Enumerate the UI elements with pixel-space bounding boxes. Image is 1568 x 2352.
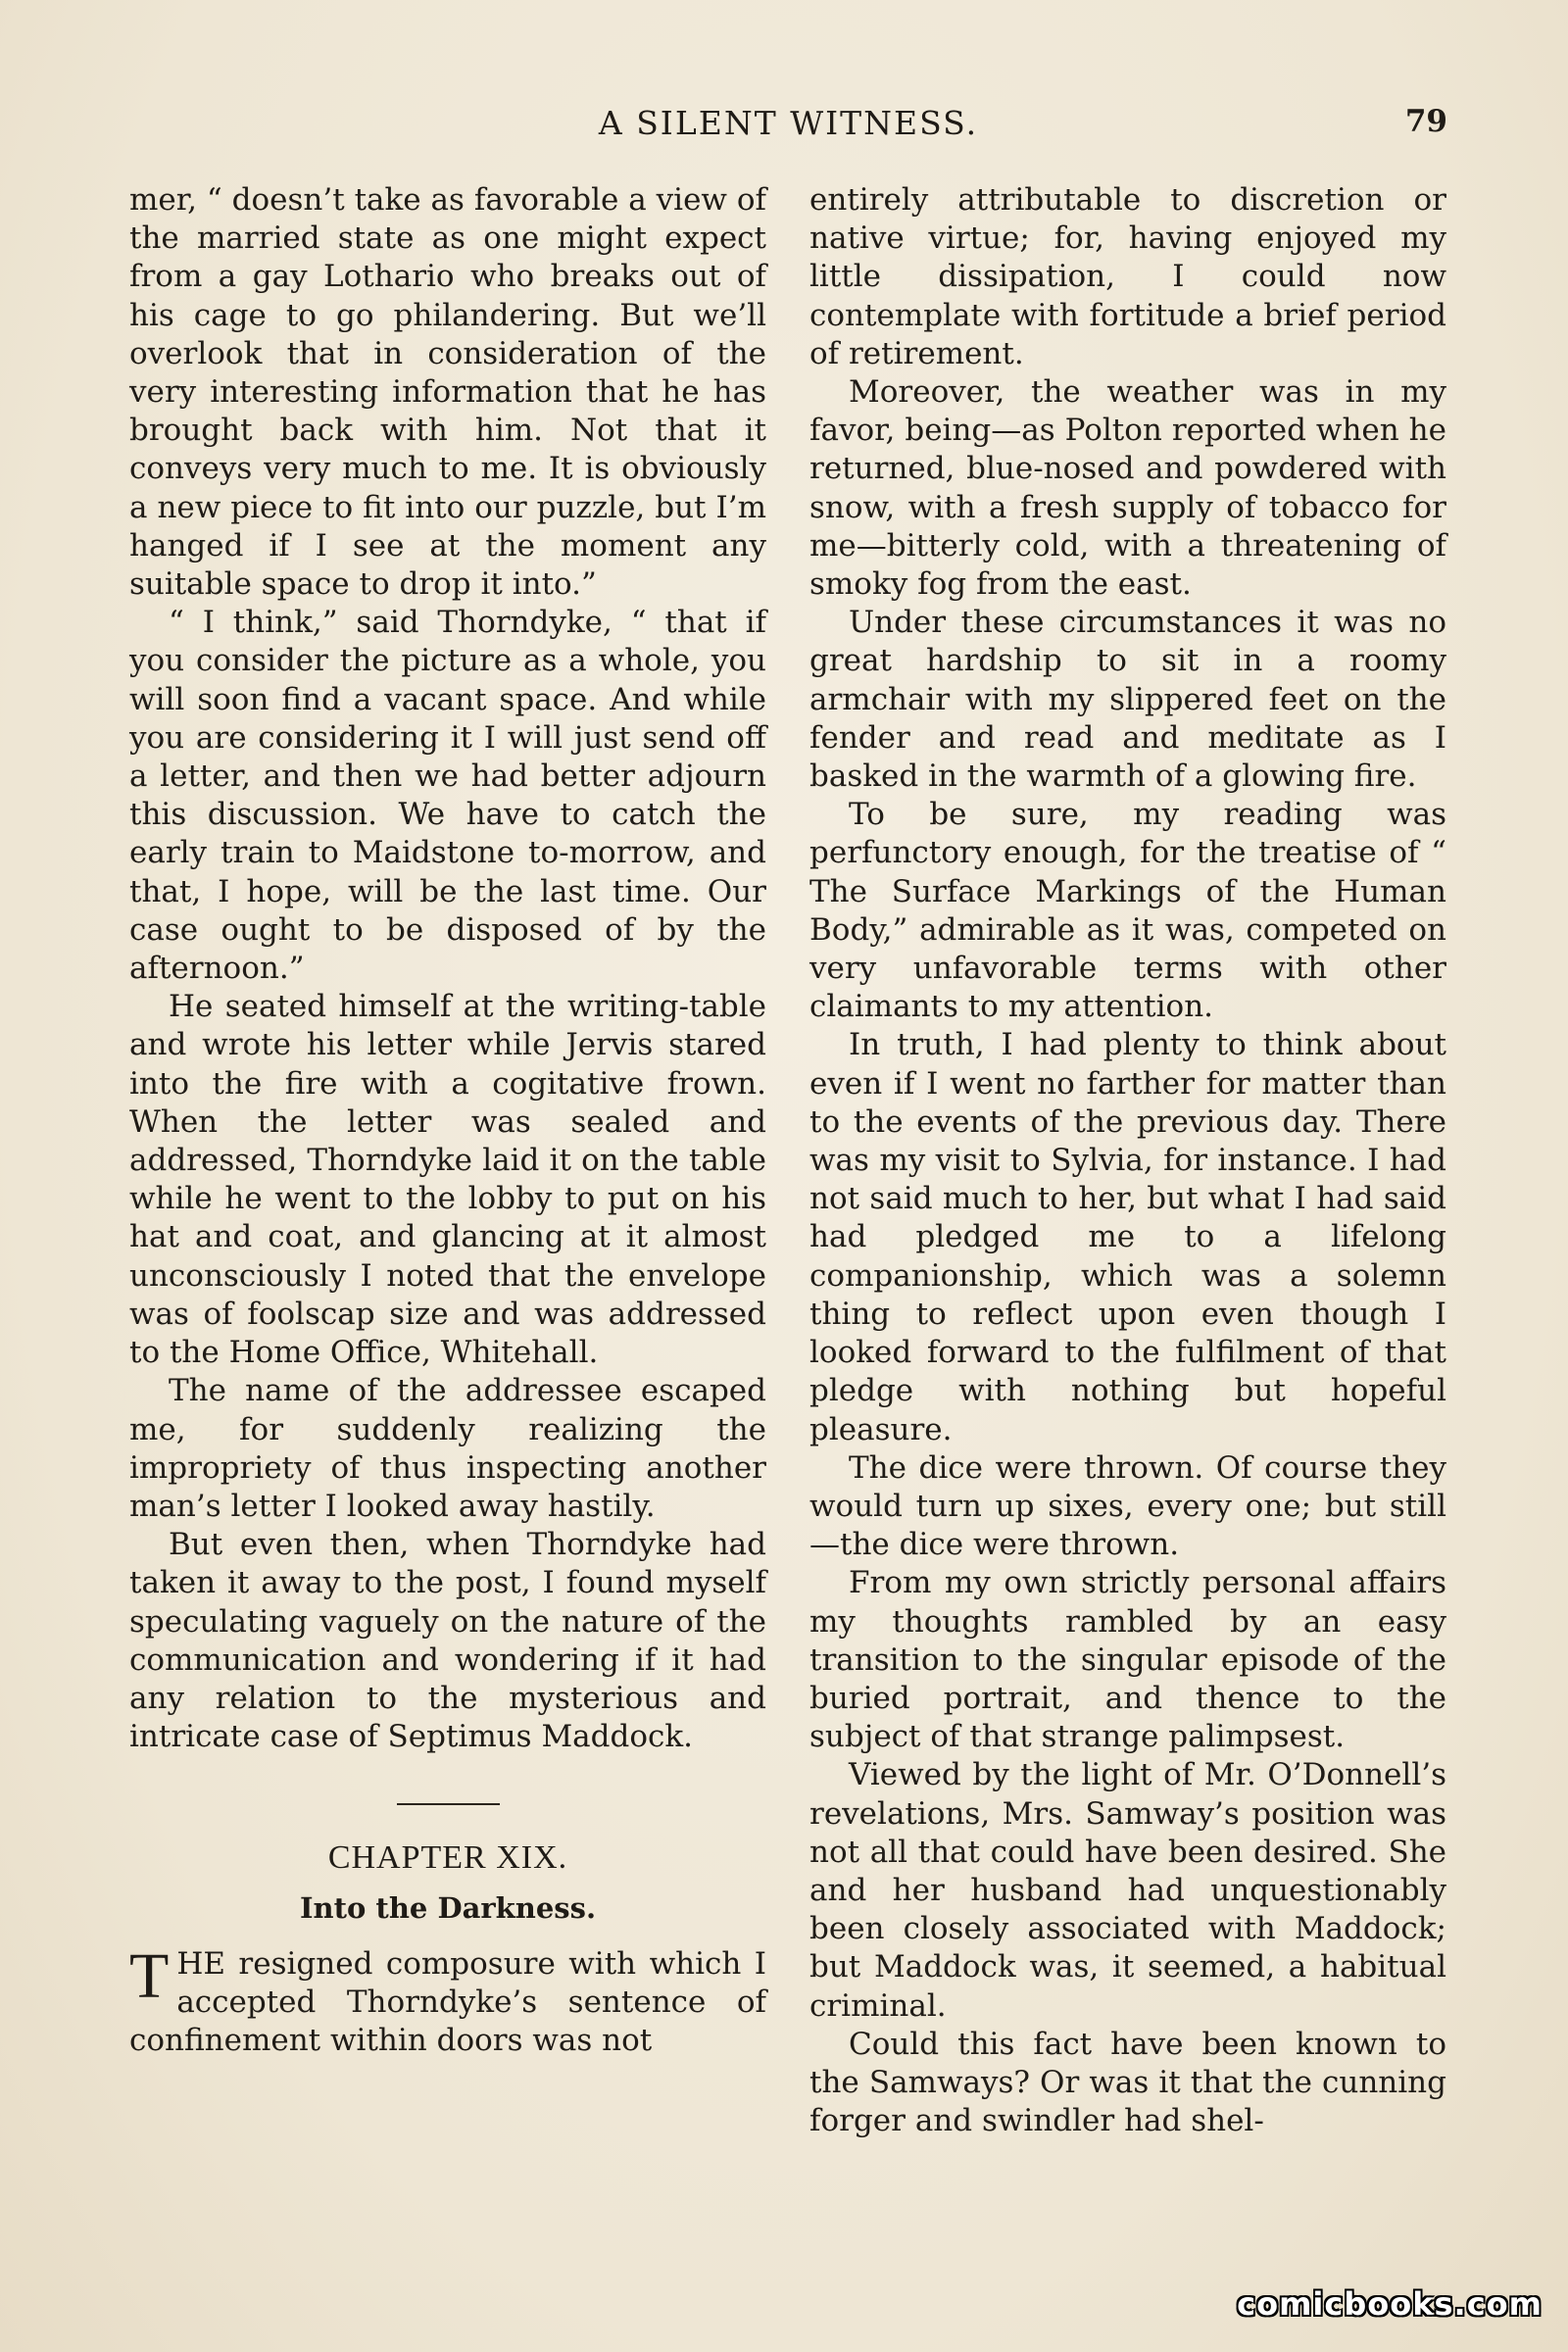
paragraph: Could this fact have been known to the Samways? Or was it that the cunning forger and swindler had shel- [809, 2026, 1446, 2139]
paragraph: Under these circumstances it was no great hardship to sit in a roomy armchair with my slippered feet on the fender and read and meditate as I basked in the warmth of a glowing fire. [809, 605, 1446, 795]
chapter-subtitle: Into the Darkness. [299, 1890, 597, 1925]
right-column [809, 181, 1446, 2140]
paragraph: Viewed by the light of Mr. O’Donnell’s revelations, Mrs. Samway’s position was not all that could have been desired. She and her husband had unquestionably been closely associated with Maddock; but Maddock was, it seemed, a habitual criminal. [809, 1757, 1446, 2024]
paragraph: The name of the addressee escaped me, for suddenly realizing the impropriety of thus inspecting another man’s letter I looked away hastily. [129, 1373, 766, 1524]
drop-cap: T [129, 1939, 170, 2012]
paragraph: The dice were thrown. Of course they would turn up sixes, every one; but still—the dice were thrown. [809, 1449, 1446, 1563]
paragraph: From my own strictly personal affairs my thoughts rambled by an easy transition to the singular episode of the buried portrait, and thence to the subject of that strange palimpsest. [809, 1565, 1446, 1755]
left-column [129, 181, 766, 2060]
paragraph: Moreover, the weather was in my favor, being—as Polton reported when he returned, blue-nosed and powdered with snow, with a fresh supply of tobacco for me—bitterly cold, with a threatening of smoky fog from the east. [809, 374, 1446, 603]
paragraph: “ I think,” said Thorndyke, “ that if you consider the picture as a whole, you will soon find a vacant space. And while you are considering it I will just send off a letter, and then we had better adjourn this discussion. We have to catch the early train to Maidstone to-morrow, and that, I hope, will be the last time. Our case ought to be disposed of by the afternoon.” [129, 605, 766, 987]
paragraph: entirely attributable to discretion or native virtue; for, having enjoyed my little dissipation, I could now contemplate with fortitude a brief period of retirement. [809, 182, 1446, 371]
paragraph: He seated himself at the writing-table and wrote his letter while Jervis stared into the fire with a cogitative frown. When the letter was sealed and addressed, Thorndyke laid it on the table while he went to the lobby to put on his hat and coat, and glancing at it almost unconsciously I noted that the envelope was of foolscap size and was addressed to the Home Office, Whitehall. [129, 989, 766, 1371]
paragraph: In truth, I had plenty to think about even if I went no farther for matter than to the events of the previous day. There was my visit to Sylvia, for instance. I had not said much to her, but what I had said had pledged me to a lifelong companionship, which was a solemn thing to reflect upon even though I looked forward to the fulfilment of that pledge with nothing but hopeful pleasure. [809, 1027, 1446, 1447]
running-title: A SILENT WITNESS. [598, 104, 979, 142]
page-number: 79 [1404, 104, 1447, 139]
running-header [129, 98, 1447, 157]
section-divider [397, 1803, 500, 1805]
paragraph: But even then, when Thorndyke had taken it away to the post, I found myself speculating vaguely on the nature of the communication and wondering if it had any relation to the mysterious and intricate case of Septimus Maddock. [129, 1527, 766, 1755]
paragraph: To be sure, my reading was perfunctory enough, for the treatise of “ The Surface Markings of the Human Body,” admirable as it was, competed on very unfavorable terms with other claimants to my attention. [809, 797, 1446, 1025]
watermark: comicbooks.com [1237, 2285, 1543, 2323]
chapter-opening-paragraph [129, 1939, 766, 2061]
paragraph: mer, “ doesn’t take as favorable a view of the married state as one might expect from a gay Lothario who breaks out of his cage to go philandering. But we’ll overlook that in consideration of the very interesting information that he has brought back with him. Not that it conveys very much to me. It is obviously a new piece to fit into our puzzle, but I’m hanged if I see at the moment any suitable space to drop it into.” [129, 182, 766, 603]
chapter-opening-text: HE resigned composure with which I accepted Thorndyke’s sentence of confinement within doors was not [129, 1945, 766, 2059]
chapter-heading: CHAPTER XIX. [327, 1839, 568, 1877]
